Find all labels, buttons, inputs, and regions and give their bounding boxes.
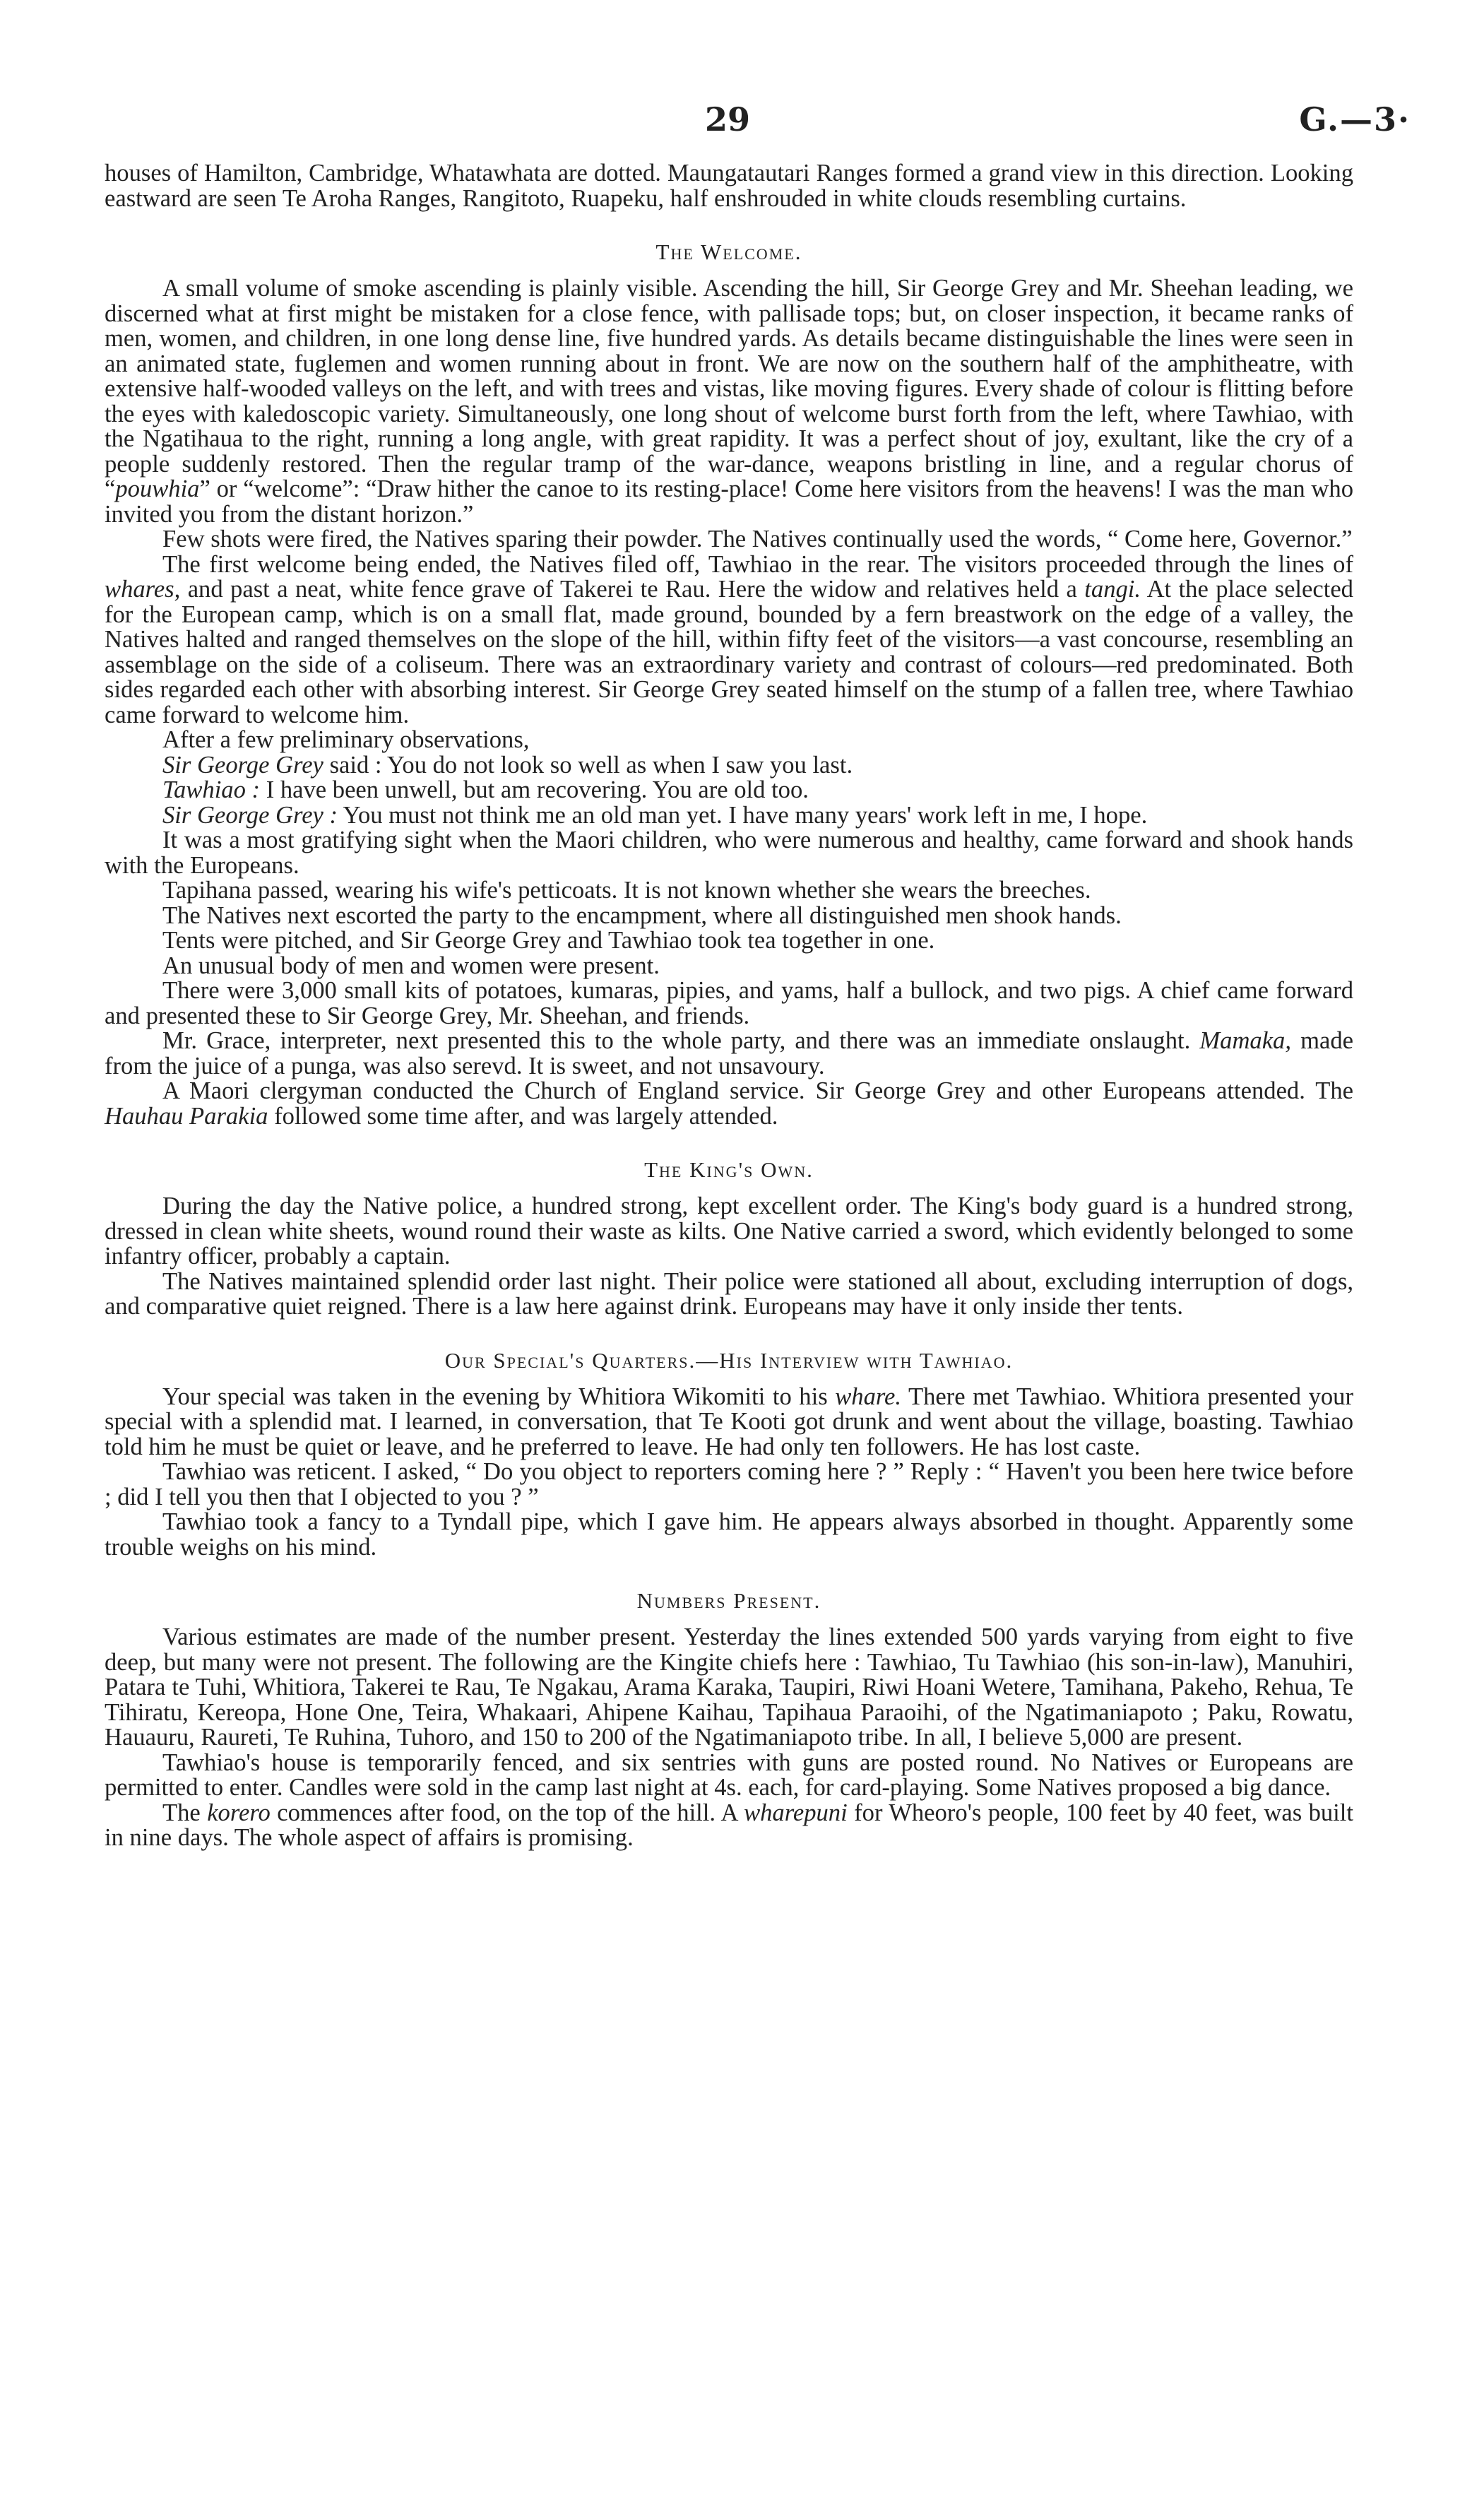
welcome-paragraph-5: It was a most gratifying sight when the Maori children, who were numerous and healthy, came forward and shook hands with the Europeans. (105, 827, 1353, 879)
welcome-paragraph-9: An unusual body of men and women were present. (162, 952, 660, 979)
special-paragraph-2: Tawhiao was reticent. I asked, “ Do you object to reporters coming here ? ” Reply : “ Haven't you been here twice before ; did I tell you then that I objected to you ? ” (105, 1458, 1353, 1510)
intro-paragraph: houses of Hamilton, Cambridge, Whatawhata are dotted. Maungatautari Ranges formed a grand view in this direction. Looking eastward are seen Te Aroha Ranges, Rangitoto, Ruapeku, half enshrouded in white clouds resembling curtains. (105, 160, 1353, 212)
welcome-paragraph-2: Few shots were fired, the Natives sparing their powder. The Natives continually used the words, “ Come here, Governor.” (162, 526, 1353, 552)
article-body (105, 161, 1353, 1851)
special-paragraph-1: Your special was taken in the evening by Whitiora Wikomiti to his whare. There met Tawhiao. Whitiora presented your special with a splendid mat. I learned, in conversation, that Te Kooti got drunk and went about the village, boasting. Tawhiao told him he must be quiet or leave, and he preferred to leave. He had only ten followers. He has lost caste. (105, 1383, 1353, 1460)
heading-kings-own: The King's Own. (644, 1157, 814, 1182)
welcome-paragraph-8: Tents were pitched, and Sir George Grey and Tawhiao took tea together in one. (162, 927, 935, 954)
welcome-paragraph-6: Tapihana passed, wearing his wife's petticoats. It is not known whether she wears the breeches. (162, 877, 1091, 904)
heading-special-quarters: Our Special's Quarters.—His Interview with Tawhiao. (444, 1347, 1014, 1373)
numbers-paragraph-1: Various estimates are made of the number present. Yesterday the lines extended 500 yards varying from eight to five deep, but many were not present. The following are the Kingite chiefs here : Tawhiao, Tu Tawhiao (his son-in-law), Manuhiri, Patara te Tuhi, Whitiora, Takerei te Rau, Te Ngakau, Arama Karaka, Taupiri, Riwi Hoani Wetere, Tamihana, Pakeho, Rehua, Te Tihiratu, Kereopa, Hone One, Teira, Whakaari, Ahipene Kaihau, Tapihaua Paraoihi, of the Ngatimaniapoto ; Paku, Rowatu, Hauauru, Raureti, Te Ruhina, Tuhoro, and 150 to 200 of the Ngatimaniapoto tribe. In all, I believe 5,000 are present. (105, 1623, 1353, 1751)
page-number: 29 (704, 100, 750, 138)
dialogue-line-tawhiao: Tawhiao : I have been unwell, but am recovering. You are old too. (162, 776, 809, 803)
welcome-paragraph-3: The first welcome being ended, the Natives filed off, Tawhiao in the rear. The visitors proceeded through the lines of whares, and past a neat, white fence grave of Takerei te Rau. Here the widow and relatives held a tangi. At the place selected for the European camp, which is on a small flat, made ground, bounded by a fern breastwork on the edge of a valley, the Natives halted and ranged themselves on the slope of the hill, within fifty feet of the visitors—a vast concourse, resembling an assemblage on the side of a coliseum. There was an extraordinary variety and contrast of colours—red predominated. Both sides regarded each other with absorbing interest. Sir George Grey seated himself on the stump of a fallen tree, where Tawhiao came forward to welcome him. (105, 550, 1353, 728)
kings-own-paragraph-2: The Natives maintained splendid order last night. Their police were stationed all about, excluding interruption of dogs, and comparative quiet reigned. There is a law here against drink. Europeans may have it only inside ther tents. (105, 1267, 1353, 1320)
dialogue-line-grey-2: Sir George Grey : You must not think me an old man yet. I have many years' work left in me, I hope. (162, 801, 1148, 829)
maori-word-pouwhia: pouwhia (115, 475, 200, 502)
speaker-name: Sir George Grey (162, 751, 324, 779)
welcome-paragraph-11: Mr. Grace, interpreter, next presented this to the whole party, and there was an immediate onslaught. Mamaka, made from the juice of a punga, was also serevd. It is sweet, and not unsavoury. (105, 1027, 1353, 1079)
heading-numbers-present: Numbers Present. (636, 1588, 821, 1613)
welcome-paragraph-7: The Natives next escorted the party to the encampment, where all distinguished men shook hands. (162, 901, 1122, 929)
speaker-name: Tawhiao : (162, 776, 261, 803)
welcome-paragraph-4: After a few preliminary observations, (162, 726, 530, 753)
special-paragraph-3: Tawhiao took a fancy to a Tyndall pipe, which I gave him. He appears always absorbed in thought. Apparently some trouble weighs on his mind. (105, 1508, 1353, 1561)
welcome-paragraph-10: There were 3,000 small kits of potatoes, kumaras, pipies, and yams, half a bullock, and two pigs. A chief came forward and presented these to Sir George Grey, Mr. Sheehan, and friends. (105, 977, 1353, 1029)
kings-own-paragraph-1: During the day the Native police, a hundred strong, kept excellent order. The King's body guard is a hundred strong, dressed in clean white sheets, wound round their waste as kilts. One Native carried a sword, which evidently belonged to some infantry officer, probably a captain. (105, 1193, 1353, 1270)
welcome-paragraph-12: A Maori clergyman conducted the Church of England service. Sir George Grey and other Europeans attended. The Hauhau Parakia followed some time after, and was largely attended. (105, 1077, 1353, 1130)
heading-the-welcome: The Welcome. (655, 239, 802, 264)
speaker-name: Sir George Grey : (162, 801, 338, 829)
numbers-paragraph-2: Tawhiao's house is temporarily fenced, and six sentries with guns are posted round. No Natives or Europeans are permitted to enter. Candles were sold in the camp last night at 4s. each, for card-playing. Some Natives proposed a big dance. (105, 1749, 1353, 1801)
welcome-paragraph-1: A small volume of smoke ascending is plainly visible. Ascending the hill, Sir George Grey and Mr. Sheehan leading, we discerned what at first might be mistaken for a close fence, with pallisade tops; but, on closer inspection, it became ranks of men, women, and children, in one long dense line, five hundred yards. As details became distinguishable the lines were seen in an animated state, fuglemen and women running about in front. We are now on the southern half of the amphitheatre, with extensive half-wooded valleys on the left, and with trees and vistas, like moving figures. Every shade of colour is flitting before the eyes with kaledoscopic variety. Simultaneously, one long shout of welcome burst forth from the left, where Tawhiao, with the Ngatihaua to the right, running a long angle, with great rapidity. It was a perfect shout of joy, exultant, like the cry of a people suddenly restored. Then the regular tramp of the war-dance, weapons bristling in line, and a regular chorus of “pouwhia” or “welcome”: “Draw hither the canoe to its resting-place! Come here visitors from the heavens! I was the man who invited you from the distant horizon.” (105, 275, 1353, 528)
numbers-paragraph-3: The korero commences after food, on the top of the hill. A wharepuni for Wheoro's people, 100 feet by 40 feet, was built in nine days. The whole aspect of affairs is promising. (105, 1799, 1353, 1851)
document-reference: G.—3· (1299, 100, 1411, 138)
dialogue-line-grey-1: Sir George Grey said : You do not look so well as when I saw you last. (162, 751, 853, 779)
